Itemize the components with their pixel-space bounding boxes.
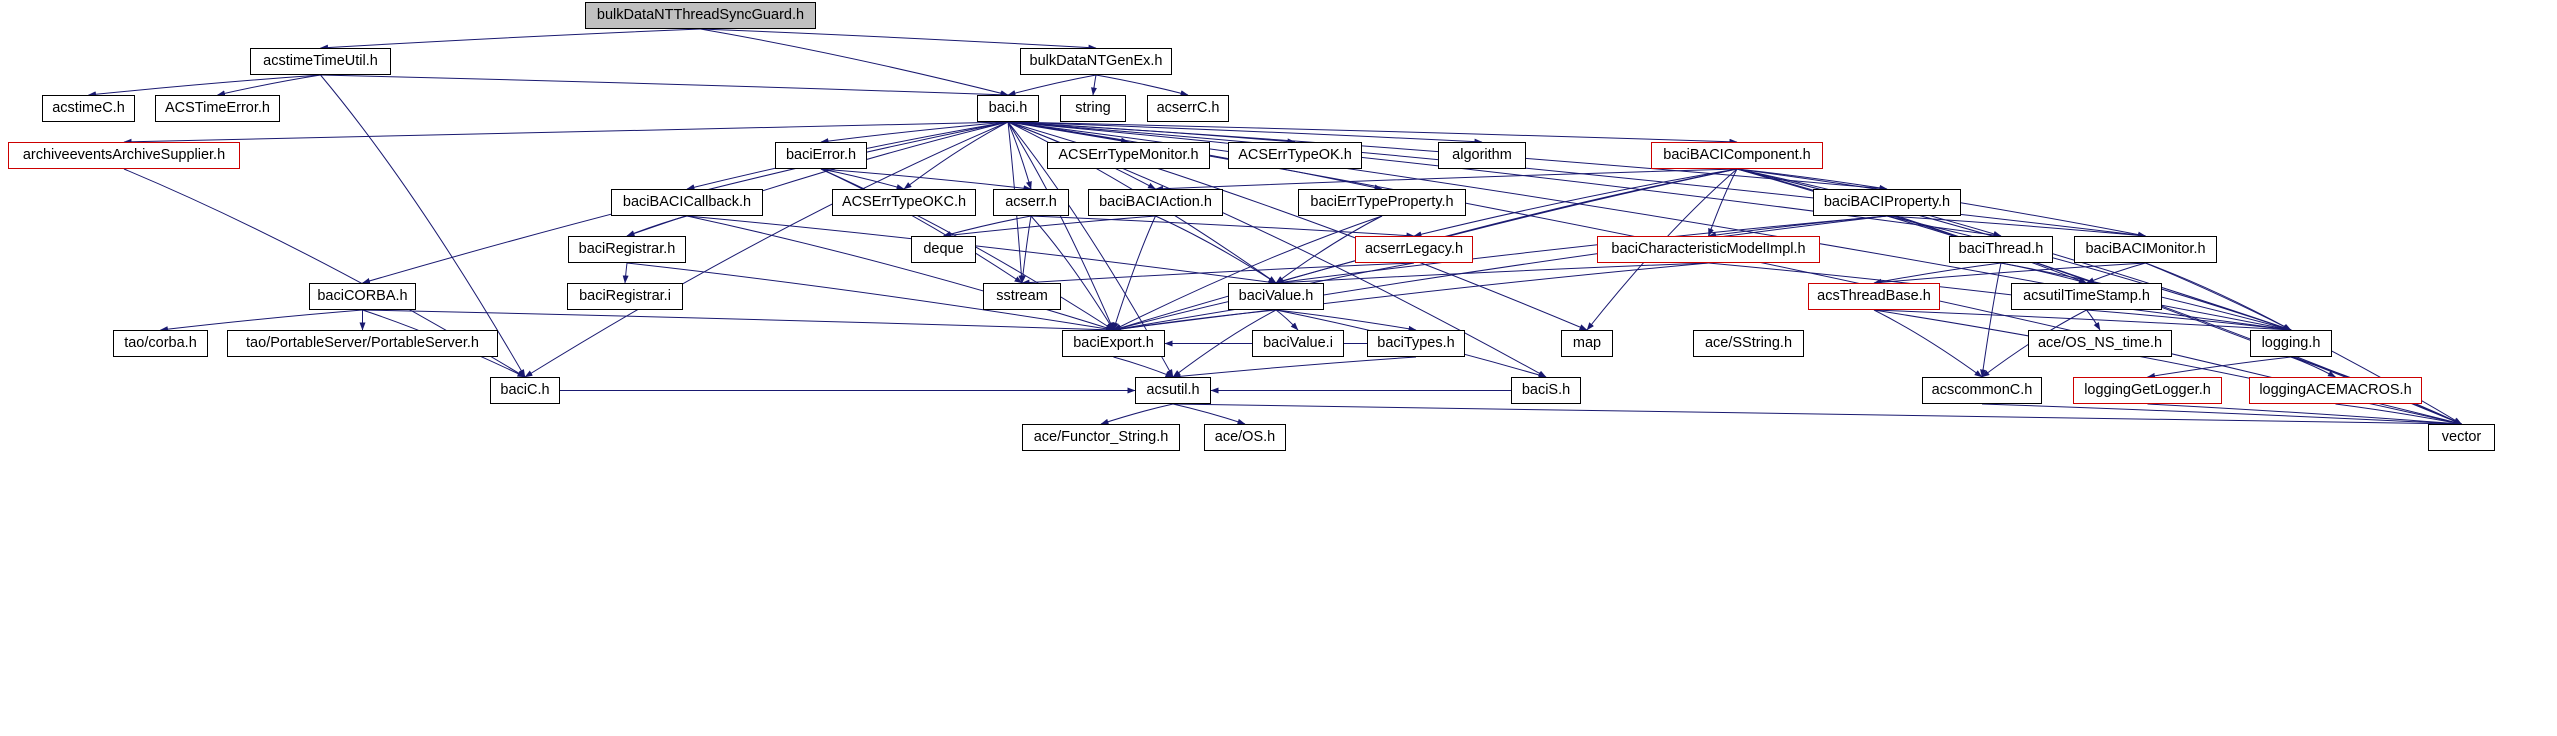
graph-edge: [701, 29, 1097, 48]
graph-edge: [1874, 263, 2001, 283]
graph-node[interactable]: [993, 189, 1069, 216]
graph-node-label: acsutil.h: [1146, 382, 1200, 399]
graph-edge: [1008, 122, 2146, 236]
graph-node-label: baciValue.i: [1263, 335, 1333, 352]
graph-node-label: ace/OS.h: [1214, 429, 1276, 446]
graph-node[interactable]: [227, 330, 498, 357]
graph-node-label: loggingGetLogger.h: [2084, 382, 2211, 399]
graph-node-label: string: [1075, 100, 1111, 117]
graph-edge: [218, 75, 321, 95]
graph-node-label: baci.h: [988, 100, 1028, 117]
graph-node[interactable]: [1693, 330, 1804, 357]
graph-edge: [1096, 75, 1188, 95]
graph-edge: [363, 310, 1114, 330]
graph-edge: [1156, 216, 1277, 283]
graph-node[interactable]: [1062, 330, 1165, 357]
graph-edge: [1874, 310, 1982, 377]
graph-node[interactable]: [1561, 330, 1613, 357]
graph-node-label: bulkDataNTGenEx.h: [1029, 53, 1163, 70]
graph-node-label: acstimeC.h: [52, 100, 125, 117]
graph-node[interactable]: [1949, 236, 2053, 263]
graph-edge: [1982, 404, 2462, 424]
graph-node-label: ace/Functor_String.h: [1033, 429, 1169, 446]
graph-edge: [1101, 404, 1173, 424]
graph-node-label: baciBACIComponent.h: [1663, 147, 1811, 164]
graph-edge: [1008, 75, 1096, 95]
graph-edge: [1173, 404, 2462, 424]
graph-node[interactable]: [567, 283, 683, 310]
graph-node-label: tao/corba.h: [124, 335, 197, 352]
graph-node-label: baciBACIProperty.h: [1823, 194, 1951, 211]
graph-node[interactable]: [911, 236, 976, 263]
graph-node[interactable]: [1252, 330, 1344, 357]
graph-edge: [161, 310, 363, 330]
graph-node[interactable]: [250, 48, 391, 75]
graph-node[interactable]: [1813, 189, 1961, 216]
graph-node-label: ACSErrTypeOKC.h: [841, 194, 967, 211]
graph-edge: [321, 29, 701, 48]
graph-node-label: baciValue.h: [1238, 288, 1314, 305]
graph-node-label: archiveeventsArchiveSupplier.h: [22, 147, 226, 164]
graph-node[interactable]: [611, 189, 763, 216]
graph-node-label: map: [1572, 335, 1602, 352]
graph-node[interactable]: [42, 95, 135, 122]
graph-edge: [1874, 263, 2146, 283]
graph-node[interactable]: [983, 283, 1061, 310]
graph-node[interactable]: [1022, 424, 1180, 451]
graph-edge: [821, 169, 1022, 283]
graph-edge: [1022, 216, 1031, 283]
graph-node-label: acstimeTimeUtil.h: [263, 53, 378, 70]
graph-node[interactable]: [1147, 95, 1229, 122]
graph-edge: [627, 122, 1008, 236]
graph-node-label: baciRegistrar.h: [578, 241, 676, 258]
graph-node[interactable]: [775, 142, 867, 169]
graph-node[interactable]: [2250, 330, 2332, 357]
graph-node-label: vector: [2441, 429, 2482, 446]
graph-edge: [1982, 263, 2001, 377]
graph-node[interactable]: [2428, 424, 2495, 451]
graph-node[interactable]: [8, 142, 240, 169]
graph-node[interactable]: [977, 95, 1039, 122]
graph-node[interactable]: [113, 330, 208, 357]
graph-node-label: acsutilTimeStamp.h: [2023, 288, 2150, 305]
graph-node[interactable]: [1060, 95, 1126, 122]
graph-node[interactable]: [1020, 48, 1172, 75]
graph-node[interactable]: [309, 283, 416, 310]
graph-node-label: baciCharacteristicModelImpl.h: [1611, 241, 1806, 258]
graph-edge: [1156, 169, 1738, 189]
graph-node[interactable]: [1047, 142, 1210, 169]
graph-node[interactable]: [1228, 142, 1362, 169]
graph-node-label: baciBACICallback.h: [622, 194, 752, 211]
graph-edge: [1114, 310, 1277, 330]
graph-node[interactable]: [155, 95, 280, 122]
graph-edge: [89, 75, 321, 95]
graph-node-label: acserrLegacy.h: [1364, 241, 1464, 258]
graph-node-label: baciError.h: [785, 147, 857, 164]
graph-node[interactable]: [1088, 189, 1223, 216]
graph-node[interactable]: [1597, 236, 1820, 263]
graph-node[interactable]: [568, 236, 686, 263]
graph-node[interactable]: [1808, 283, 1940, 310]
graph-node-label: ACSTimeError.h: [164, 100, 270, 117]
graph-edge: [1114, 216, 1888, 330]
graph-node[interactable]: [2074, 236, 2217, 263]
graph-node-label: loggingACEMACROS.h: [2259, 382, 2412, 399]
graph-edge: [625, 263, 627, 283]
graph-node-label: sstream: [996, 288, 1048, 305]
graph-node-label: baciErrTypeProperty.h: [1310, 194, 1454, 211]
graph-edge: [944, 216, 1156, 236]
graph-node-label: acserrC.h: [1156, 100, 1220, 117]
graph-node-label: ace/SString.h: [1704, 335, 1793, 352]
graph-node[interactable]: [1922, 377, 2042, 404]
graph-edge: [2148, 404, 2462, 424]
graph-node[interactable]: [2249, 377, 2422, 404]
graph-node-label: baciBACIMonitor.h: [2085, 241, 2206, 258]
graph-node-label: tao/PortableServer/PortableServer.h: [246, 335, 479, 352]
graph-node[interactable]: [1135, 377, 1211, 404]
graph-node-label: baciRegistrar.i: [579, 288, 671, 305]
graph-edge: [821, 169, 1031, 189]
graph-edge: [321, 75, 1009, 95]
graph-node[interactable]: [832, 189, 976, 216]
graph-node-label: baciS.h: [1521, 382, 1571, 399]
graph-edge: [701, 29, 1009, 95]
graph-edge: [2148, 357, 2292, 377]
graph-node[interactable]: [1651, 142, 1823, 169]
graph-node-label: baciThread.h: [1958, 241, 2044, 258]
graph-node[interactable]: [490, 377, 560, 404]
graph-node[interactable]: [1438, 142, 1526, 169]
graph-node-label: baciCORBA.h: [317, 288, 408, 305]
graph-node-label: logging.h: [2261, 335, 2321, 352]
graph-node-label: acsThreadBase.h: [1817, 288, 1931, 305]
graph-node-label: baciExport.h: [1073, 335, 1154, 352]
graph-node[interactable]: [585, 2, 816, 29]
graph-edge: [1173, 357, 1416, 377]
graph-node-label: baciBACIAction.h: [1099, 194, 1212, 211]
graph-node-label: baciC.h: [500, 382, 550, 399]
graph-edge: [904, 122, 1008, 189]
graph-node[interactable]: [2028, 330, 2172, 357]
graph-node-label: bulkDataNTThreadSyncGuard.h: [596, 7, 805, 24]
graph-node-label: acscommonC.h: [1931, 382, 2033, 399]
graph-edge: [1276, 310, 1416, 330]
graph-node[interactable]: [2011, 283, 2162, 310]
graph-node-label: ACSErrTypeMonitor.h: [1058, 147, 1199, 164]
graph-node[interactable]: [1511, 377, 1581, 404]
graph-node[interactable]: [1355, 236, 1473, 263]
graph-edge: [687, 216, 1114, 330]
graph-node[interactable]: [1298, 189, 1466, 216]
graph-edge: [124, 122, 1008, 142]
graph-node[interactable]: [2073, 377, 2222, 404]
graph-node-label: algorithm: [1452, 147, 1512, 164]
graph-edge: [1173, 404, 1245, 424]
graph-node-label: ACSErrTypeOK.h: [1238, 147, 1352, 164]
graph-node-label: deque: [923, 241, 964, 258]
graph-node-label: ace/OS_NS_time.h: [2037, 335, 2163, 352]
graph-node[interactable]: [1204, 424, 1286, 451]
graph-node[interactable]: [1367, 330, 1465, 357]
graph-edge: [1874, 310, 2462, 424]
graph-edge: [1276, 310, 1298, 330]
graph-edge: [2291, 357, 2336, 377]
graph-edge: [1093, 75, 1096, 95]
graph-node[interactable]: [1228, 283, 1324, 310]
graph-edge: [1031, 216, 1414, 236]
graph-node-label: acserr.h: [1005, 194, 1057, 211]
graph-node-label: baciTypes.h: [1377, 335, 1455, 352]
graph-edge: [1031, 216, 1114, 330]
